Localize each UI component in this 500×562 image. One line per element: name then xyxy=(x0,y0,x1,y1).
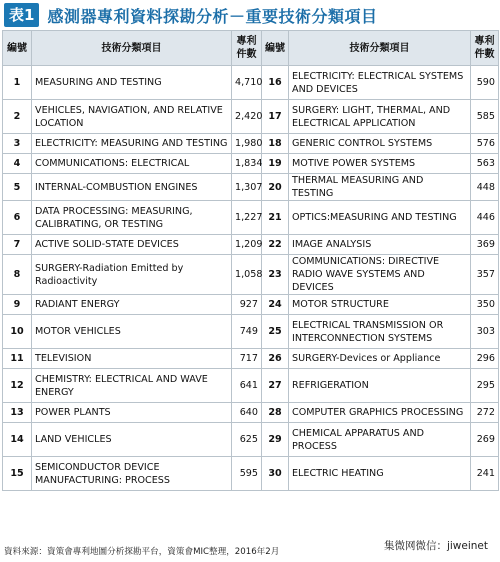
table-row xyxy=(3,134,499,154)
cell-no: 24 xyxy=(262,295,289,315)
cell-count: 927 xyxy=(232,295,262,315)
cell-no: 3 xyxy=(3,134,32,154)
cell-no: 7 xyxy=(3,235,32,255)
source-note: 資料來源：資策會專利地圖分析探勘平台，資策會MIC整理，2016年2月 xyxy=(4,547,280,557)
cell-name: IMAGE ANALYSIS xyxy=(289,235,471,255)
table-row xyxy=(3,349,499,369)
cell-no: 23 xyxy=(262,255,289,295)
cell-name: CHEMICAL APPARATUS AND PROCESS xyxy=(289,423,471,457)
header-no: 編號 xyxy=(262,31,289,66)
cell-count: 350 xyxy=(471,295,499,315)
cell-count: 1,209 xyxy=(232,235,262,255)
table-row xyxy=(3,423,499,457)
cell-no: 16 xyxy=(262,66,289,100)
cell-no: 22 xyxy=(262,235,289,255)
cell-name: SEMICONDUCTOR DEVICE MANUFACTURING: PROCESS xyxy=(32,457,232,491)
header-row xyxy=(3,31,499,66)
cell-name: COMMUNICATIONS: DIRECTIVE RADIO WAVE SYSTEMS AND DEVICES xyxy=(289,255,471,295)
table-title: 感測器專利資料探勘分析－重要技術分類項目 xyxy=(47,6,378,26)
cell-count: 269 xyxy=(471,423,499,457)
cell-name: CHEMISTRY: ELECTRICAL AND WAVE ENERGY xyxy=(32,369,232,403)
cell-name: SURGERY-Devices or Appliance xyxy=(289,349,471,369)
cell-count: 625 xyxy=(232,423,262,457)
cell-count: 295 xyxy=(471,369,499,403)
cell-no: 10 xyxy=(3,315,32,349)
header-no: 編號 xyxy=(3,31,32,66)
cell-no: 8 xyxy=(3,255,32,295)
cell-name: ELECTRICAL TRANSMISSION OR INTERCONNECTION SYSTEMS xyxy=(289,315,471,349)
table-row xyxy=(3,295,499,315)
cell-no: 11 xyxy=(3,349,32,369)
table-row xyxy=(3,369,499,403)
cell-count: 4,710 xyxy=(232,66,262,100)
cell-no: 13 xyxy=(3,403,32,423)
table-row xyxy=(3,100,499,134)
cell-count: 595 xyxy=(232,457,262,491)
cell-name: MOTOR STRUCTURE xyxy=(289,295,471,315)
cell-name: GENERIC CONTROL SYSTEMS xyxy=(289,134,471,154)
cell-no: 29 xyxy=(262,423,289,457)
cell-name: MOTOR VEHICLES xyxy=(32,315,232,349)
cell-name: REFRIGERATION xyxy=(289,369,471,403)
cell-count: 241 xyxy=(471,457,499,491)
cell-name: COMPUTER GRAPHICS PROCESSING xyxy=(289,403,471,423)
header-name: 技術分類項目 xyxy=(32,31,232,66)
header-count: 專利件數 xyxy=(232,31,262,66)
cell-no: 9 xyxy=(3,295,32,315)
cell-count: 1,834 xyxy=(232,154,262,174)
cell-count: 1,980 xyxy=(232,134,262,154)
cell-no: 30 xyxy=(262,457,289,491)
table-row xyxy=(3,255,499,295)
cell-name: TELEVISION xyxy=(32,349,232,369)
cell-name: THERMAL MEASURING AND TESTING xyxy=(289,174,471,201)
table-row xyxy=(3,403,499,423)
cell-name: POWER PLANTS xyxy=(32,403,232,423)
table-row xyxy=(3,174,499,201)
cell-count: 717 xyxy=(232,349,262,369)
cell-count: 448 xyxy=(471,174,499,201)
cell-no: 14 xyxy=(3,423,32,457)
cell-name: ELECTRIC HEATING xyxy=(289,457,471,491)
cell-name: LAND VEHICLES xyxy=(32,423,232,457)
cell-count: 1,058 xyxy=(232,255,262,295)
cell-no: 1 xyxy=(3,66,32,100)
cell-name: ELECTRICITY: MEASURING AND TESTING xyxy=(32,134,232,154)
cell-name: INTERNAL-COMBUSTION ENGINES xyxy=(32,174,232,201)
cell-count: 2,420 xyxy=(232,100,262,134)
cell-no: 17 xyxy=(262,100,289,134)
technology-table xyxy=(2,30,499,491)
header-count: 專利件數 xyxy=(471,31,499,66)
cell-no: 28 xyxy=(262,403,289,423)
cell-no: 6 xyxy=(3,201,32,235)
cell-count: 296 xyxy=(471,349,499,369)
cell-count: 585 xyxy=(471,100,499,134)
cell-name: VEHICLES, NAVIGATION, AND RELATIVE LOCATION xyxy=(32,100,232,134)
title-bar xyxy=(0,0,500,30)
table-row xyxy=(3,154,499,174)
cell-no: 2 xyxy=(3,100,32,134)
cell-no: 19 xyxy=(262,154,289,174)
cell-no: 25 xyxy=(262,315,289,349)
table-body xyxy=(3,66,499,491)
cell-no: 27 xyxy=(262,369,289,403)
cell-name: MOTIVE POWER SYSTEMS xyxy=(289,154,471,174)
cell-name: COMMUNICATIONS: ELECTRICAL xyxy=(32,154,232,174)
cell-count: 369 xyxy=(471,235,499,255)
cell-count: 1,227 xyxy=(232,201,262,235)
table-row xyxy=(3,315,499,349)
cell-count: 272 xyxy=(471,403,499,423)
table-row xyxy=(3,235,499,255)
table-row xyxy=(3,457,499,491)
table-row xyxy=(3,66,499,100)
cell-no: 21 xyxy=(262,201,289,235)
cell-count: 1,307 xyxy=(232,174,262,201)
watermark: 集微网微信：jiweinet xyxy=(380,537,492,554)
table-badge: 表1 xyxy=(4,3,39,27)
cell-name: ELECTRICITY: ELECTRICAL SYSTEMS AND DEVICES xyxy=(289,66,471,100)
cell-count: 446 xyxy=(471,201,499,235)
cell-count: 749 xyxy=(232,315,262,349)
cell-no: 12 xyxy=(3,369,32,403)
cell-count: 563 xyxy=(471,154,499,174)
cell-no: 4 xyxy=(3,154,32,174)
cell-no: 15 xyxy=(3,457,32,491)
cell-no: 5 xyxy=(3,174,32,201)
cell-count: 303 xyxy=(471,315,499,349)
cell-name: ACTIVE SOLID-STATE DEVICES xyxy=(32,235,232,255)
cell-count: 641 xyxy=(232,369,262,403)
cell-count: 640 xyxy=(232,403,262,423)
table-row xyxy=(3,201,499,235)
cell-name: SURGERY-Radiation Emitted by Radioactivity xyxy=(32,255,232,295)
cell-count: 590 xyxy=(471,66,499,100)
cell-no: 26 xyxy=(262,349,289,369)
cell-no: 20 xyxy=(262,174,289,201)
cell-name: SURGERY: LIGHT, THERMAL, AND ELECTRICAL APPLICATION xyxy=(289,100,471,134)
cell-name: DATA PROCESSING: MEASURING, CALIBRATING, OR TESTING xyxy=(32,201,232,235)
cell-count: 357 xyxy=(471,255,499,295)
cell-count: 576 xyxy=(471,134,499,154)
cell-name: OPTICS:MEASURING AND TESTING xyxy=(289,201,471,235)
cell-no: 18 xyxy=(262,134,289,154)
cell-name: MEASURING AND TESTING xyxy=(32,66,232,100)
header-name: 技術分類項目 xyxy=(289,31,471,66)
cell-name: RADIANT ENERGY xyxy=(32,295,232,315)
